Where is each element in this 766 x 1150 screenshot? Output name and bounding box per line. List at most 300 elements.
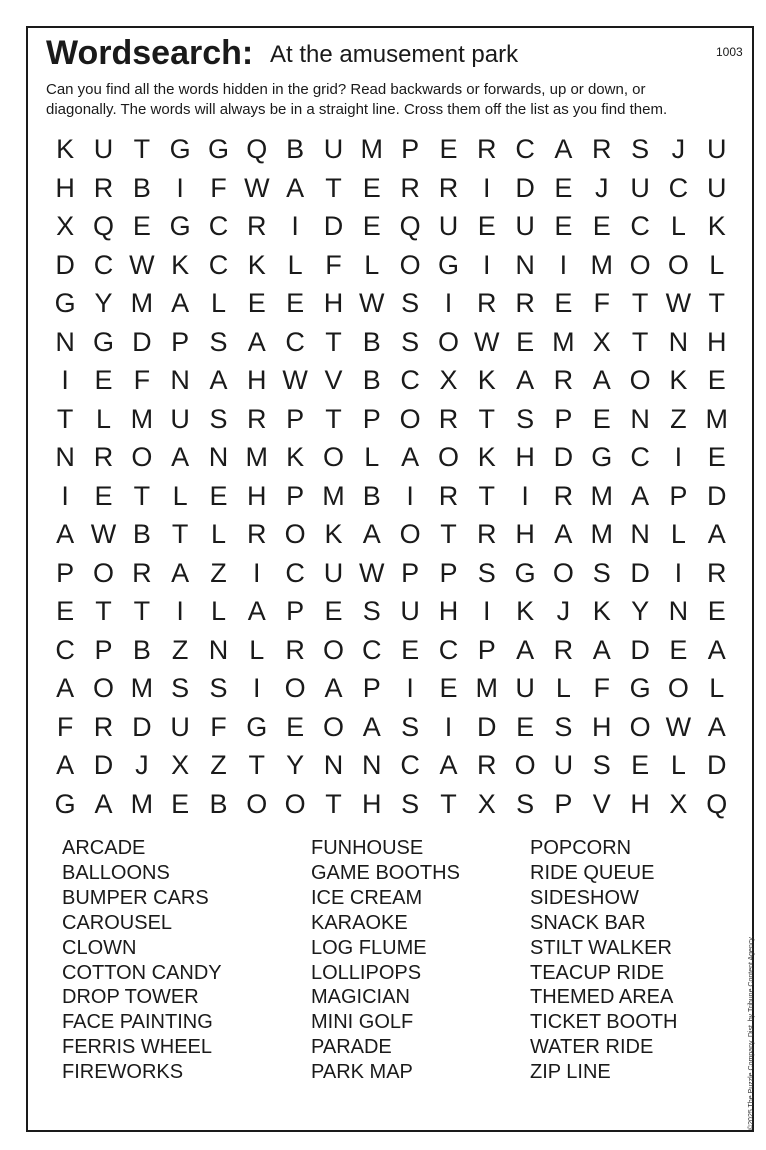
grid-letter[interactable]: F bbox=[593, 288, 610, 318]
grid-letter[interactable]: T bbox=[133, 596, 151, 626]
grid-letter[interactable]: E bbox=[631, 750, 650, 780]
grid-letter[interactable]: M bbox=[475, 673, 499, 703]
grid-letter[interactable]: I bbox=[61, 365, 69, 395]
grid-letter[interactable]: O bbox=[667, 249, 689, 280]
grid-letter[interactable]: A bbox=[439, 750, 458, 780]
grid-letter[interactable]: T bbox=[325, 403, 342, 434]
grid-letter[interactable]: A bbox=[94, 788, 113, 819]
grid-letter[interactable]: E bbox=[707, 596, 726, 626]
grid-letter[interactable]: R bbox=[93, 711, 114, 742]
grid-letter[interactable]: O bbox=[437, 326, 459, 357]
grid-letter[interactable]: L bbox=[172, 480, 188, 511]
grid-letter[interactable]: E bbox=[439, 134, 458, 164]
grid-letter[interactable]: A bbox=[247, 596, 266, 626]
grid-letter[interactable]: E bbox=[132, 211, 151, 241]
grid-letter[interactable]: A bbox=[362, 711, 381, 742]
grid-letter[interactable]: J bbox=[135, 750, 149, 780]
grid-letter[interactable]: K bbox=[286, 442, 305, 472]
grid-letter[interactable]: W bbox=[474, 326, 500, 357]
grid-letter[interactable]: U bbox=[438, 211, 459, 241]
grid-letter[interactable]: A bbox=[707, 519, 726, 549]
grid-letter[interactable]: I bbox=[253, 557, 261, 588]
grid-letter[interactable]: N bbox=[668, 326, 689, 357]
grid-letter[interactable]: M bbox=[590, 480, 613, 511]
grid-letter[interactable]: U bbox=[400, 596, 420, 626]
grid-letter[interactable]: M bbox=[130, 788, 154, 819]
grid-letter[interactable]: A bbox=[592, 365, 611, 395]
grid-letter[interactable]: P bbox=[477, 634, 496, 665]
grid-letter[interactable]: U bbox=[170, 403, 190, 434]
grid-letter[interactable]: H bbox=[247, 480, 267, 511]
grid-letter[interactable]: I bbox=[406, 673, 414, 703]
grid-letter[interactable]: O bbox=[284, 519, 306, 549]
grid-letter[interactable]: H bbox=[247, 365, 267, 395]
grid-letter[interactable]: Q bbox=[92, 211, 114, 241]
grid-letter[interactable]: D bbox=[132, 711, 152, 742]
grid-letter[interactable]: K bbox=[516, 596, 535, 626]
grid-letter[interactable]: A bbox=[554, 134, 573, 164]
grid-letter[interactable]: V bbox=[592, 788, 611, 819]
grid-letter[interactable]: C bbox=[515, 134, 535, 164]
grid-letter[interactable]: M bbox=[590, 519, 613, 549]
grid-letter[interactable]: A bbox=[707, 634, 726, 665]
grid-letter[interactable]: U bbox=[553, 750, 574, 780]
grid-letter[interactable]: M bbox=[590, 249, 613, 280]
grid-letter[interactable]: T bbox=[325, 326, 342, 357]
grid-letter[interactable]: U bbox=[630, 172, 650, 203]
grid-letter[interactable]: N bbox=[630, 403, 650, 434]
grid-letter[interactable]: C bbox=[668, 172, 689, 203]
grid-letter[interactable]: S bbox=[401, 326, 420, 357]
grid-letter[interactable]: L bbox=[249, 634, 265, 665]
grid-letter[interactable]: R bbox=[706, 557, 727, 588]
grid-letter[interactable]: A bbox=[56, 673, 75, 703]
grid-letter[interactable]: C bbox=[438, 634, 459, 665]
grid-letter[interactable]: W bbox=[665, 288, 692, 318]
grid-letter[interactable]: A bbox=[707, 711, 726, 742]
grid-letter[interactable]: F bbox=[56, 711, 74, 742]
grid-letter[interactable]: T bbox=[95, 596, 112, 626]
grid-letter[interactable]: U bbox=[323, 134, 344, 164]
grid-letter[interactable]: G bbox=[437, 249, 459, 280]
grid-letter[interactable]: H bbox=[515, 442, 535, 472]
grid-letter[interactable]: P bbox=[401, 557, 420, 588]
grid-letter[interactable]: U bbox=[93, 134, 114, 164]
grid-letter[interactable]: O bbox=[399, 519, 421, 549]
grid-letter[interactable]: G bbox=[629, 673, 651, 703]
grid-letter[interactable]: E bbox=[324, 596, 343, 626]
grid-letter[interactable]: L bbox=[555, 673, 571, 703]
grid-letter[interactable]: N bbox=[208, 442, 229, 472]
grid-letter[interactable]: N bbox=[630, 519, 650, 549]
grid-letter[interactable]: B bbox=[362, 365, 381, 395]
grid-letter[interactable]: I bbox=[483, 172, 491, 203]
grid-letter[interactable]: I bbox=[253, 673, 261, 703]
grid-letter[interactable]: B bbox=[362, 326, 381, 357]
grid-letter[interactable]: R bbox=[93, 442, 114, 472]
grid-letter[interactable]: G bbox=[54, 788, 76, 819]
grid-letter[interactable]: X bbox=[171, 750, 190, 780]
grid-letter[interactable]: O bbox=[437, 442, 459, 472]
grid-letter[interactable]: T bbox=[56, 403, 74, 434]
grid-letter[interactable]: G bbox=[246, 711, 268, 742]
grid-letter[interactable]: U bbox=[515, 211, 535, 241]
grid-letter[interactable]: J bbox=[671, 134, 686, 164]
grid-letter[interactable]: W bbox=[129, 249, 155, 280]
grid-letter[interactable]: L bbox=[709, 673, 725, 703]
grid-letter[interactable]: O bbox=[629, 365, 651, 395]
grid-letter[interactable]: I bbox=[176, 172, 184, 203]
grid-letter[interactable]: E bbox=[669, 634, 688, 665]
grid-letter[interactable]: N bbox=[323, 750, 344, 780]
grid-letter[interactable]: A bbox=[516, 634, 535, 665]
grid-letter[interactable]: P bbox=[401, 134, 420, 164]
grid-letter[interactable]: M bbox=[245, 442, 269, 472]
grid-letter[interactable]: H bbox=[323, 288, 344, 318]
grid-letter[interactable]: A bbox=[516, 365, 535, 395]
grid-letter[interactable]: W bbox=[665, 711, 692, 742]
grid-letter[interactable]: L bbox=[670, 750, 686, 780]
grid-letter[interactable]: X bbox=[439, 365, 458, 395]
grid-letter[interactable]: U bbox=[515, 673, 535, 703]
grid-letter[interactable]: I bbox=[483, 596, 491, 626]
grid-letter[interactable]: A bbox=[631, 480, 650, 511]
grid-letter[interactable]: R bbox=[592, 134, 612, 164]
grid-letter[interactable]: E bbox=[554, 288, 573, 318]
grid-letter[interactable]: A bbox=[56, 519, 75, 549]
grid-letter[interactable]: X bbox=[669, 788, 688, 819]
grid-letter[interactable]: P bbox=[554, 403, 573, 434]
grid-letter[interactable]: M bbox=[130, 673, 154, 703]
grid-letter[interactable]: B bbox=[132, 172, 151, 203]
grid-letter[interactable]: I bbox=[559, 249, 568, 280]
grid-letter[interactable]: A bbox=[401, 442, 420, 472]
grid-letter[interactable]: V bbox=[324, 365, 343, 395]
grid-letter[interactable]: K bbox=[477, 442, 496, 472]
grid-letter[interactable]: D bbox=[553, 442, 574, 472]
grid-letter[interactable]: U bbox=[170, 711, 190, 742]
grid-letter[interactable]: T bbox=[133, 134, 151, 164]
grid-letter[interactable]: T bbox=[248, 750, 266, 780]
grid-letter[interactable]: E bbox=[592, 403, 611, 434]
grid-letter[interactable]: P bbox=[94, 634, 113, 665]
grid-letter[interactable]: Z bbox=[210, 750, 227, 780]
grid-letter[interactable]: N bbox=[55, 442, 75, 472]
grid-letter[interactable]: L bbox=[210, 519, 226, 549]
grid-letter[interactable]: T bbox=[440, 519, 457, 549]
grid-letter[interactable]: E bbox=[171, 788, 190, 819]
grid-letter[interactable]: B bbox=[132, 519, 151, 549]
grid-letter[interactable]: D bbox=[706, 480, 727, 511]
grid-letter[interactable]: M bbox=[552, 326, 575, 357]
grid-letter[interactable]: Y bbox=[94, 288, 113, 318]
grid-letter[interactable]: C bbox=[93, 249, 114, 280]
grid-letter[interactable]: O bbox=[399, 403, 421, 434]
grid-letter[interactable]: A bbox=[592, 634, 611, 665]
grid-letter[interactable]: O bbox=[667, 673, 689, 703]
grid-letter[interactable]: B bbox=[362, 480, 381, 511]
grid-letter[interactable]: A bbox=[56, 750, 75, 780]
grid-letter[interactable]: J bbox=[595, 172, 609, 203]
grid-letter[interactable]: H bbox=[362, 788, 382, 819]
grid-letter[interactable]: E bbox=[707, 365, 726, 395]
grid-letter[interactable]: R bbox=[477, 134, 497, 164]
grid-letter[interactable]: H bbox=[55, 172, 75, 203]
grid-letter[interactable]: S bbox=[401, 711, 420, 742]
grid-letter[interactable]: W bbox=[359, 557, 385, 588]
grid-letter[interactable]: U bbox=[706, 172, 727, 203]
grid-letter[interactable]: R bbox=[438, 480, 459, 511]
grid-letter[interactable]: T bbox=[631, 288, 649, 318]
grid-letter[interactable]: S bbox=[362, 596, 381, 626]
grid-letter[interactable]: O bbox=[629, 249, 651, 280]
grid-letter[interactable]: R bbox=[553, 480, 574, 511]
grid-letter[interactable]: H bbox=[630, 788, 650, 819]
grid-letter[interactable]: A bbox=[171, 442, 190, 472]
grid-letter[interactable]: Z bbox=[171, 634, 189, 665]
grid-letter[interactable]: R bbox=[515, 288, 535, 318]
grid-letter[interactable]: L bbox=[364, 442, 380, 472]
grid-letter[interactable]: O bbox=[246, 788, 268, 819]
grid-letter[interactable]: I bbox=[674, 557, 683, 588]
grid-letter[interactable]: S bbox=[631, 134, 650, 164]
grid-letter[interactable]: K bbox=[324, 519, 343, 549]
grid-letter[interactable]: O bbox=[284, 788, 306, 819]
grid-letter[interactable]: K bbox=[56, 134, 75, 164]
grid-letter[interactable]: F bbox=[593, 673, 610, 703]
grid-letter[interactable]: A bbox=[247, 326, 266, 357]
grid-letter[interactable]: B bbox=[286, 134, 305, 164]
grid-letter[interactable]: R bbox=[477, 750, 497, 780]
grid-letter[interactable]: N bbox=[668, 596, 689, 626]
grid-letter[interactable]: E bbox=[56, 596, 75, 626]
grid-letter[interactable]: D bbox=[323, 211, 344, 241]
grid-letter[interactable]: D bbox=[630, 634, 650, 665]
grid-letter[interactable]: S bbox=[516, 788, 535, 819]
grid-letter[interactable]: L bbox=[670, 519, 686, 549]
grid-letter[interactable]: M bbox=[705, 403, 728, 434]
grid-letter[interactable]: K bbox=[477, 365, 496, 395]
grid-letter[interactable]: T bbox=[133, 480, 151, 511]
grid-letter[interactable]: T bbox=[171, 519, 189, 549]
grid-letter[interactable]: N bbox=[170, 365, 190, 395]
grid-letter[interactable]: O bbox=[92, 673, 114, 703]
grid-letter[interactable]: G bbox=[514, 557, 536, 588]
grid-letter[interactable]: E bbox=[401, 634, 420, 665]
grid-letter[interactable]: O bbox=[131, 442, 153, 472]
grid-letter[interactable]: E bbox=[477, 211, 496, 241]
grid-letter[interactable]: D bbox=[55, 249, 75, 280]
grid-letter[interactable]: A bbox=[286, 172, 305, 203]
grid-letter[interactable]: I bbox=[483, 249, 491, 280]
grid-letter[interactable]: B bbox=[209, 788, 228, 819]
grid-letter[interactable]: N bbox=[362, 750, 382, 780]
grid-letter[interactable]: E bbox=[554, 172, 573, 203]
grid-letter[interactable]: K bbox=[592, 596, 611, 626]
grid-letter[interactable]: S bbox=[592, 750, 611, 780]
grid-letter[interactable]: D bbox=[706, 750, 727, 780]
grid-letter[interactable]: E bbox=[286, 288, 305, 318]
grid-letter[interactable]: E bbox=[516, 326, 535, 357]
grid-letter[interactable]: F bbox=[210, 172, 227, 203]
grid-letter[interactable]: N bbox=[55, 326, 75, 357]
grid-letter[interactable]: E bbox=[592, 211, 611, 241]
grid-letter[interactable]: O bbox=[552, 557, 574, 588]
grid-letter[interactable]: K bbox=[707, 211, 726, 241]
grid-letter[interactable]: A bbox=[324, 673, 343, 703]
grid-letter[interactable]: C bbox=[630, 442, 650, 472]
grid-letter[interactable]: R bbox=[93, 172, 114, 203]
grid-letter[interactable]: C bbox=[285, 326, 305, 357]
grid-letter[interactable]: X bbox=[56, 211, 75, 241]
grid-letter[interactable]: O bbox=[514, 750, 536, 780]
grid-letter[interactable]: O bbox=[92, 557, 114, 588]
grid-letter[interactable]: G bbox=[54, 288, 76, 318]
grid-letter[interactable]: R bbox=[553, 365, 574, 395]
grid-letter[interactable]: C bbox=[208, 211, 229, 241]
grid-letter[interactable]: I bbox=[61, 480, 69, 511]
grid-letter[interactable]: N bbox=[208, 634, 229, 665]
grid-letter[interactable]: L bbox=[364, 249, 380, 280]
grid-letter[interactable]: A bbox=[171, 288, 190, 318]
grid-letter[interactable]: E bbox=[247, 288, 266, 318]
grid-letter[interactable]: E bbox=[209, 480, 228, 511]
grid-letter[interactable]: S bbox=[477, 557, 496, 588]
grid-letter[interactable]: M bbox=[130, 288, 154, 318]
grid-letter[interactable]: S bbox=[401, 288, 420, 318]
grid-letter[interactable]: T bbox=[478, 480, 496, 511]
grid-letter[interactable]: W bbox=[359, 288, 385, 318]
grid-letter[interactable]: Z bbox=[670, 403, 687, 434]
grid-letter[interactable]: Q bbox=[399, 211, 421, 241]
grid-letter[interactable]: R bbox=[247, 211, 267, 241]
grid-letter[interactable]: D bbox=[93, 750, 114, 780]
grid-letter[interactable]: H bbox=[515, 519, 535, 549]
grid-letter[interactable]: P bbox=[56, 557, 75, 588]
grid-letter[interactable]: L bbox=[670, 211, 686, 241]
grid-letter[interactable]: S bbox=[516, 403, 535, 434]
grid-letter[interactable]: G bbox=[169, 211, 191, 241]
grid-letter[interactable]: P bbox=[286, 596, 305, 626]
grid-letter[interactable]: U bbox=[706, 134, 727, 164]
grid-letter[interactable]: F bbox=[325, 249, 342, 280]
grid-letter[interactable]: G bbox=[207, 134, 229, 164]
grid-letter[interactable]: P bbox=[554, 788, 573, 819]
grid-letter[interactable]: M bbox=[360, 134, 384, 164]
grid-letter[interactable]: O bbox=[399, 249, 421, 280]
grid-letter[interactable]: R bbox=[285, 634, 305, 665]
grid-letter[interactable]: O bbox=[322, 442, 344, 472]
grid-letter[interactable]: T bbox=[325, 788, 342, 819]
grid-letter[interactable]: D bbox=[630, 557, 650, 588]
grid-letter[interactable]: L bbox=[95, 403, 111, 434]
grid-letter[interactable]: O bbox=[284, 673, 306, 703]
grid-letter[interactable]: F bbox=[133, 365, 151, 395]
grid-letter[interactable]: W bbox=[282, 365, 308, 395]
grid-letter[interactable]: T bbox=[631, 326, 649, 357]
grid-letter[interactable]: O bbox=[629, 711, 651, 742]
grid-letter[interactable]: L bbox=[210, 288, 226, 318]
grid-letter[interactable]: R bbox=[477, 288, 497, 318]
grid-letter[interactable]: K bbox=[171, 249, 190, 280]
grid-letter[interactable]: I bbox=[176, 596, 184, 626]
grid-letter[interactable]: T bbox=[440, 788, 457, 819]
grid-letter[interactable]: D bbox=[515, 172, 535, 203]
grid-letter[interactable]: X bbox=[592, 326, 611, 357]
grid-letter[interactable]: A bbox=[554, 519, 573, 549]
grid-letter[interactable]: R bbox=[438, 403, 459, 434]
grid-letter[interactable]: R bbox=[400, 172, 420, 203]
grid-letter[interactable]: E bbox=[554, 211, 573, 241]
grid-letter[interactable]: E bbox=[516, 711, 535, 742]
grid-letter[interactable]: R bbox=[247, 403, 267, 434]
grid-letter[interactable]: S bbox=[209, 673, 228, 703]
grid-letter[interactable]: C bbox=[208, 249, 229, 280]
grid-letter[interactable]: H bbox=[592, 711, 612, 742]
grid-letter[interactable]: P bbox=[669, 480, 688, 511]
grid-letter[interactable]: P bbox=[286, 403, 305, 434]
grid-letter[interactable]: E bbox=[707, 442, 726, 472]
grid-letter[interactable]: K bbox=[247, 249, 266, 280]
grid-letter[interactable]: E bbox=[286, 711, 305, 742]
grid-letter[interactable]: L bbox=[709, 249, 725, 280]
grid-letter[interactable]: R bbox=[247, 519, 267, 549]
grid-letter[interactable]: X bbox=[477, 788, 496, 819]
grid-letter[interactable]: I bbox=[521, 480, 529, 511]
grid-letter[interactable]: R bbox=[438, 172, 459, 203]
grid-letter[interactable]: U bbox=[323, 557, 344, 588]
grid-letter[interactable]: E bbox=[362, 172, 381, 203]
grid-letter[interactable]: K bbox=[669, 365, 688, 395]
grid-letter[interactable]: T bbox=[708, 288, 725, 318]
grid-letter[interactable]: C bbox=[400, 365, 420, 395]
grid-letter[interactable]: Z bbox=[210, 557, 227, 588]
grid-letter[interactable]: E bbox=[94, 365, 113, 395]
grid-letter[interactable]: I bbox=[444, 288, 453, 318]
grid-letter[interactable]: P bbox=[439, 557, 458, 588]
grid-letter[interactable]: Q bbox=[706, 788, 728, 819]
grid-letter[interactable]: C bbox=[55, 634, 75, 665]
grid-letter[interactable]: Y bbox=[286, 750, 305, 780]
grid-letter[interactable]: H bbox=[706, 326, 727, 357]
grid-letter[interactable]: L bbox=[287, 249, 303, 280]
grid-letter[interactable]: O bbox=[322, 634, 344, 665]
grid-letter[interactable]: A bbox=[209, 365, 228, 395]
grid-letter[interactable]: P bbox=[362, 673, 381, 703]
grid-letter[interactable]: N bbox=[515, 249, 535, 280]
grid-letter[interactable]: C bbox=[362, 634, 382, 665]
grid-letter[interactable]: B bbox=[132, 634, 151, 665]
grid-letter[interactable]: R bbox=[477, 519, 497, 549]
grid-letter[interactable]: C bbox=[400, 750, 420, 780]
grid-letter[interactable]: J bbox=[556, 596, 571, 626]
grid-letter[interactable]: C bbox=[285, 557, 305, 588]
grid-letter[interactable]: H bbox=[438, 596, 459, 626]
grid-letter[interactable]: I bbox=[444, 711, 453, 742]
grid-letter[interactable]: F bbox=[210, 711, 227, 742]
grid-letter[interactable]: E bbox=[362, 211, 381, 241]
grid-letter[interactable]: R bbox=[132, 557, 152, 588]
grid-letter[interactable]: E bbox=[439, 673, 458, 703]
grid-letter[interactable]: M bbox=[130, 403, 154, 434]
grid-letter[interactable]: S bbox=[592, 557, 611, 588]
grid-letter[interactable]: G bbox=[92, 326, 114, 357]
grid-letter[interactable]: P bbox=[362, 403, 381, 434]
grid-letter[interactable]: Q bbox=[246, 134, 268, 164]
grid-letter[interactable]: G bbox=[169, 134, 191, 164]
grid-letter[interactable]: C bbox=[630, 211, 650, 241]
grid-letter[interactable]: S bbox=[209, 403, 228, 434]
